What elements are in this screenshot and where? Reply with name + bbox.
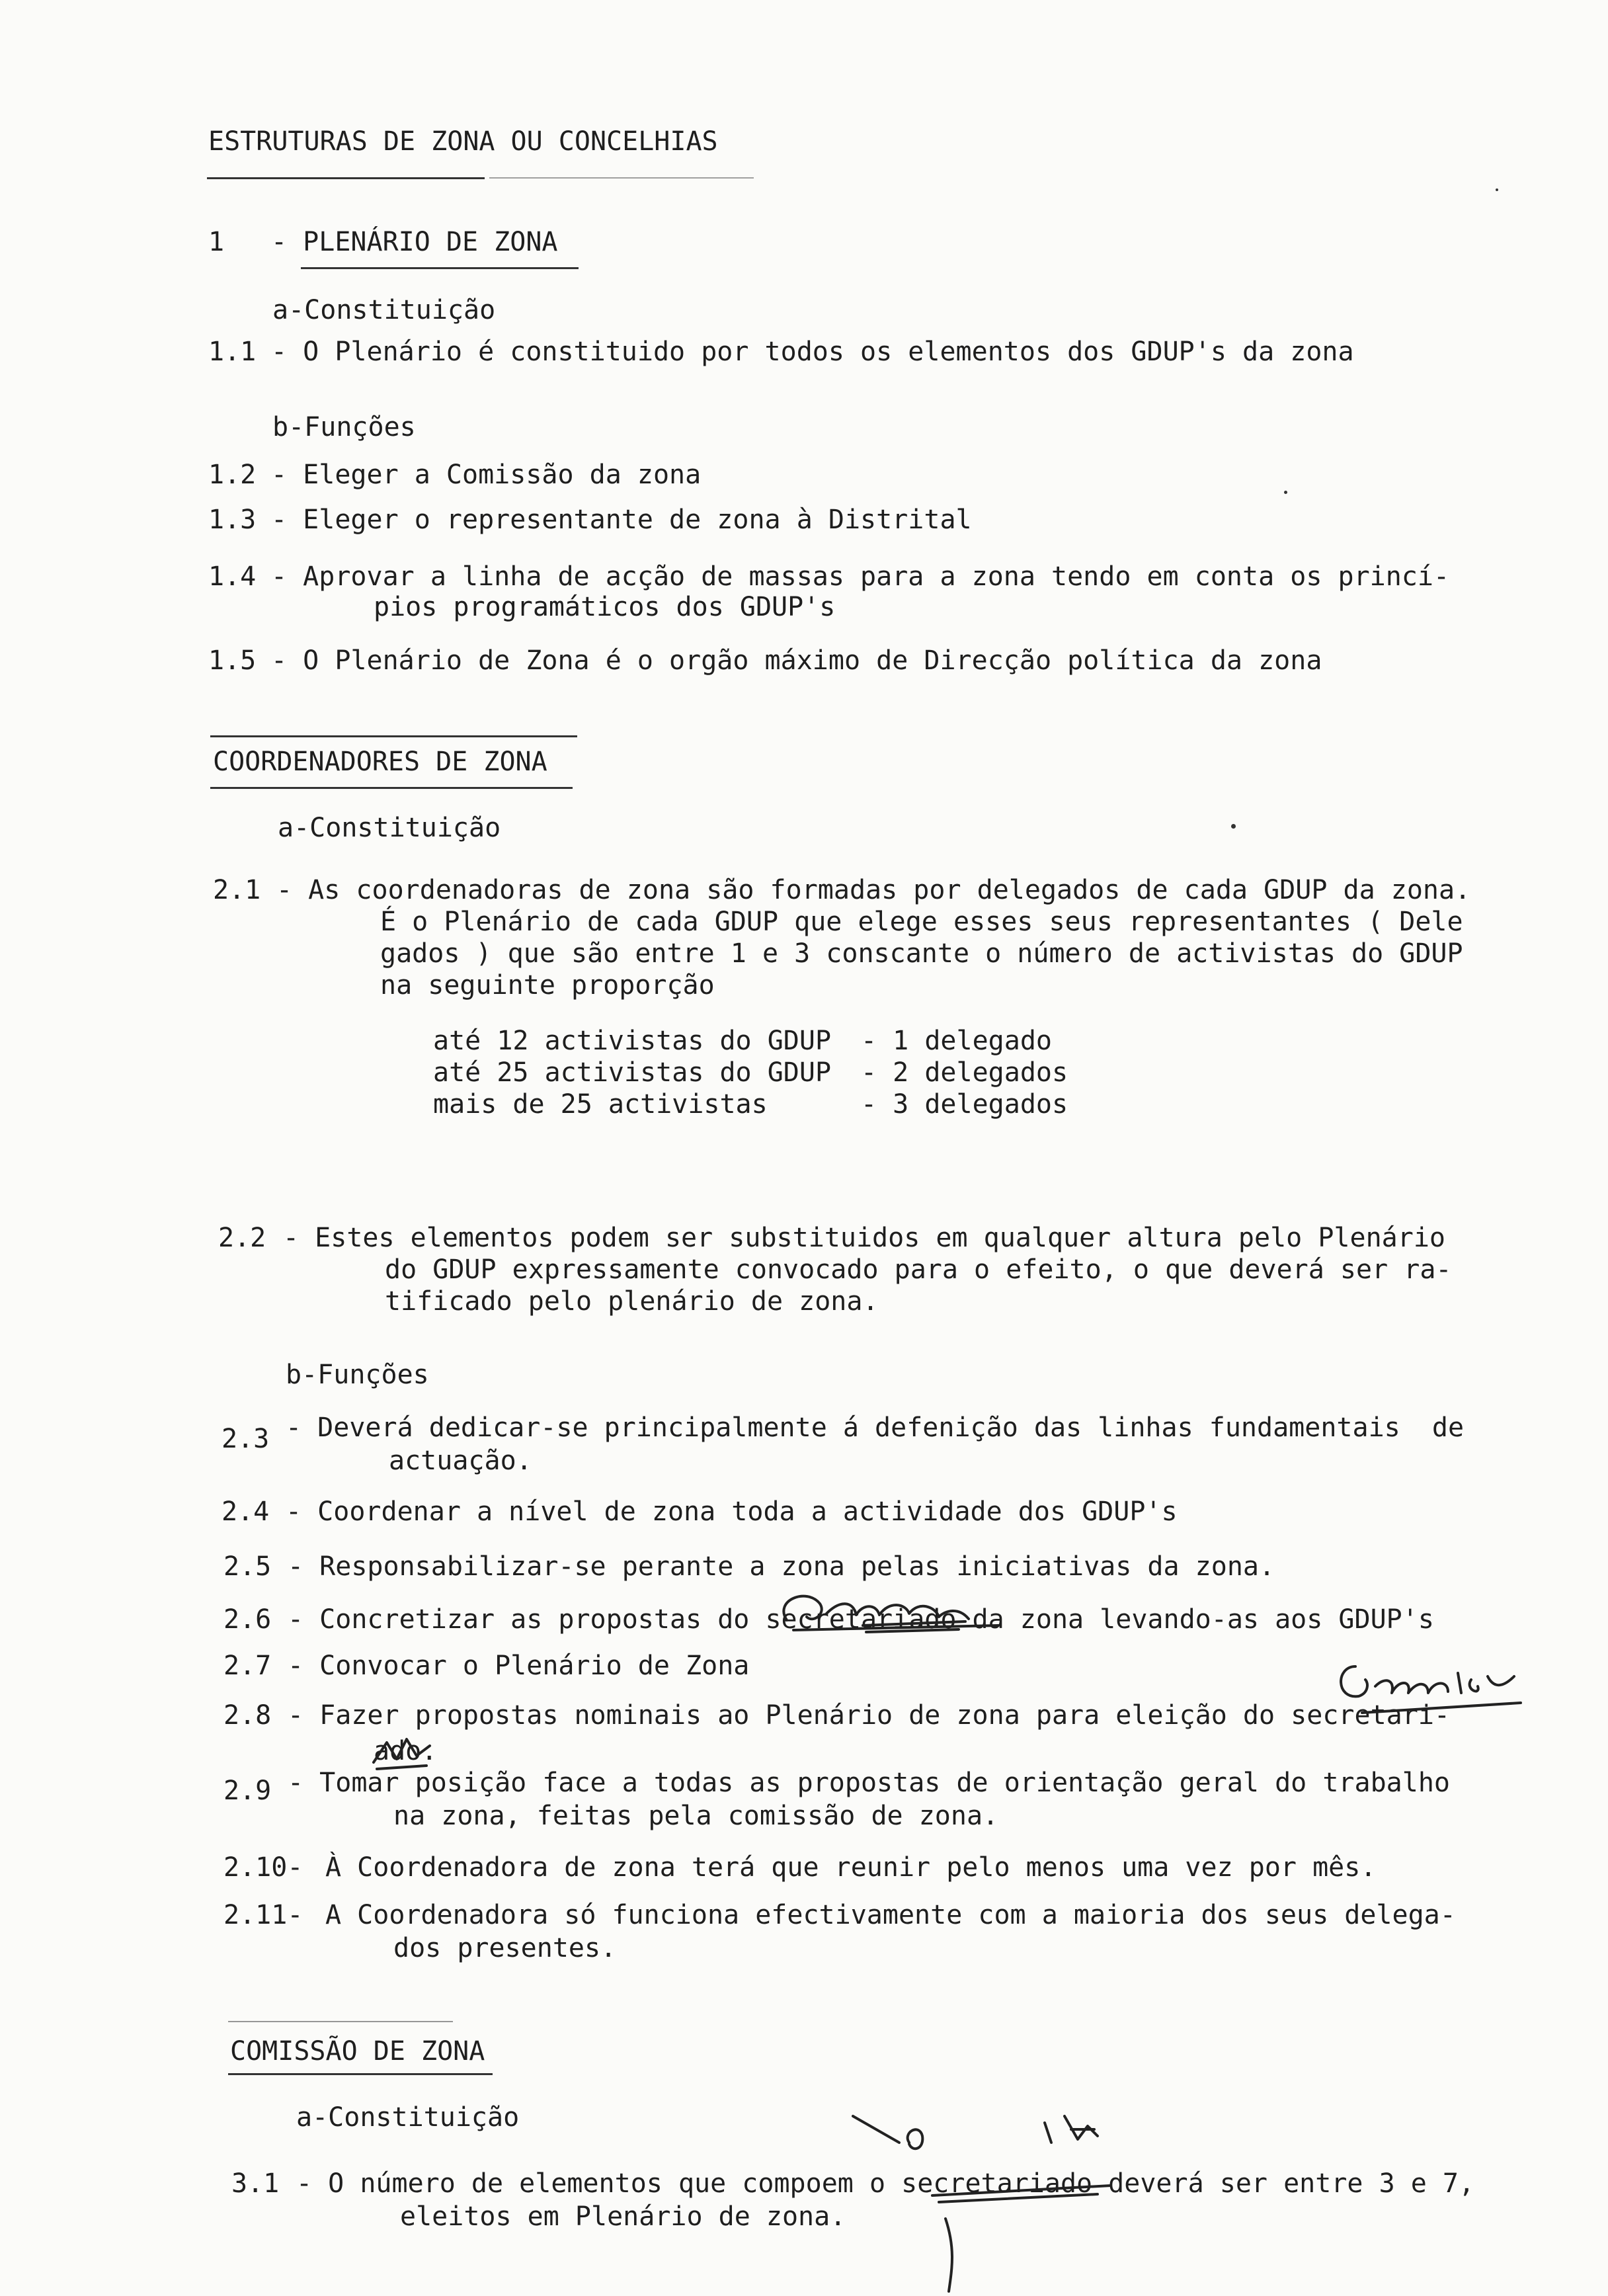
item-1-2-number: 1.2: [208, 460, 257, 490]
item-1-3-number: 1.3: [208, 505, 257, 535]
section-2-overline: [210, 735, 577, 737]
section-1-sub-b: b-Funções: [272, 412, 416, 442]
item-2-6-text: - Concretizar as propostas do secretariado da zona levando-as aos GDUP's: [288, 1604, 1434, 1635]
section-2-heading: COORDENADORES DE ZONA: [213, 747, 547, 777]
item-2-3-text-line-2: actuação.: [389, 1446, 532, 1476]
handwritten-scribble: [367, 1729, 440, 1776]
section-2-sub-b: b-Funções: [286, 1360, 429, 1390]
item-2-5-text: - Responsabilizar-se perante a zona pelas iniciativas da zona.: [288, 1551, 1275, 1582]
item-2-7-text: - Convocar o Plenário de Zona: [288, 1651, 750, 1681]
item-2-9-text-line-1: - Tomar posição face a todas as propostas de orientação geral do trabalho: [288, 1768, 1450, 1798]
item-2-1-text-line-2: É o Plenário de cada GDUP que elege esses seus representantes ( Dele: [380, 907, 1463, 937]
ink-speck: [1231, 824, 1236, 829]
handwritten-correction-2: [1329, 1640, 1527, 1726]
item-2-1-text-line-3: gados ) que são entre 1 e 3 conscante o número de activistas do GDUP: [380, 938, 1463, 969]
proportion-3-label: mais de 25 activistas: [433, 1089, 768, 1120]
item-2-2-text-line-3: tificado pelo plenário de zona.: [385, 1286, 879, 1317]
section-3-overline: [228, 2021, 453, 2022]
item-1-4-number: 1.4: [208, 561, 257, 592]
item-2-2-text-line-1: - Estes elementos podem ser substituidos em qualquer altura pelo Plenário: [283, 1223, 1445, 1253]
item-2-10-number: 2.10-: [223, 1852, 303, 1883]
item-2-1-text-line-4: na seguinte proporção: [380, 970, 715, 1001]
section-3-underline: [228, 2073, 493, 2075]
document-title: ESTRUTURAS DE ZONA OU CONCELHIAS: [208, 126, 718, 157]
item-1-4-text-line-1: - Aprovar a linha de acção de massas para a zona tendo em conta os princí-: [271, 561, 1450, 592]
item-1-3-text: - Eleger o representante de zona à Distrital: [271, 505, 972, 535]
proportion-3-value: - 3 delegados: [861, 1089, 1068, 1120]
item-2-8-text-line-2: ado.: [374, 1736, 438, 1766]
item-2-1-number: 2.1: [213, 875, 261, 905]
proportion-2-label: até 25 activistas do GDUP: [433, 1057, 832, 1088]
item-2-2-text-line-2: do GDUP expressamente convocado para o efeito, o que deverá ser ra-: [385, 1254, 1452, 1285]
item-3-1-text-line-2: eleitos em Plenário de zona.: [400, 2201, 846, 2232]
item-2-8-number: 2.8: [223, 1700, 272, 1731]
item-2-3-number: 2.3: [221, 1424, 270, 1454]
proportion-2-value: - 2 delegados: [861, 1057, 1068, 1088]
section-1-heading: - PLENÁRIO DE ZONA: [271, 227, 558, 257]
item-1-2-text: - Eleger a Comissão da zona: [271, 460, 702, 490]
item-2-7-number: 2.7: [223, 1651, 272, 1681]
item-2-9-number: 2.9: [223, 1776, 272, 1806]
item-2-6-number: 2.6: [223, 1604, 272, 1635]
proportion-1-value: - 1 delegado: [861, 1026, 1052, 1056]
section-1-sub-a: a-Constituição: [272, 295, 496, 325]
item-2-2-number: 2.2: [218, 1223, 266, 1253]
item-1-4-text-line-2: pios programáticos dos GDUP's: [374, 592, 836, 622]
section-1-number: 1: [208, 227, 225, 257]
item-2-11-text-line-2: dos presentes.: [393, 1933, 617, 1963]
item-3-1-text-line-1: - O número de elementos que compoem o secretariado deverá ser entre 3 e 7,: [296, 2168, 1475, 2199]
title-underline: [207, 177, 485, 179]
item-1-5-number: 1.5: [208, 645, 257, 676]
item-2-5-number: 2.5: [223, 1551, 272, 1582]
section-2-underline: [210, 787, 573, 789]
section-3-sub-a: a-Constituição: [296, 2102, 520, 2133]
section-3-heading: COMISSÃO DE ZONA: [230, 2036, 485, 2067]
item-3-1-number: 3.1: [231, 2168, 280, 2199]
item-2-11-number: 2.11-: [223, 1900, 303, 1930]
title-underline-dotted: [489, 177, 754, 179]
section-1-underline: [301, 267, 579, 269]
ink-speck: [1284, 491, 1287, 494]
item-2-1-text-line-1: - As coordenadoras de zona são formadas por delegados de cada GDUP da zona.: [276, 875, 1471, 905]
item-2-8-text-line-1: - Fazer propostas nominais ao Plenário de zona para eleição do secretari-: [288, 1700, 1450, 1731]
item-1-1-text: - O Plenário é constituido por todos os elementos dos GDUP's da zona: [271, 337, 1354, 367]
item-2-9-text-line-2: na zona, feitas pela comissão de zona.: [393, 1801, 999, 1831]
proportion-1-label: até 12 activistas do GDUP: [433, 1026, 832, 1056]
item-2-10-text: À Coordenadora de zona terá que reunir pelo menos uma vez por mês.: [325, 1852, 1377, 1883]
handwritten-correction-1: [747, 1574, 1012, 1647]
item-2-4-text: - Coordenar a nível de zona toda a actividade dos GDUP's: [286, 1496, 1178, 1527]
handwritten-correction-3: [846, 2103, 1217, 2295]
item-2-4-number: 2.4: [221, 1496, 270, 1527]
item-1-1-number: 1.1: [208, 337, 257, 367]
item-1-5-text: - O Plenário de Zona é o orgão máximo de Direcção política da zona: [271, 645, 1322, 676]
section-2-sub-a: a-Constituição: [278, 813, 501, 843]
ink-speck: [1496, 188, 1498, 191]
item-2-11-text-line-1: A Coordenadora só funciona efectivamente com a maioria dos seus delega-: [325, 1900, 1456, 1930]
item-2-3-text-line-1: - Deverá dedicar-se principalmente á defenição das linhas fundamentais de: [286, 1413, 1465, 1443]
